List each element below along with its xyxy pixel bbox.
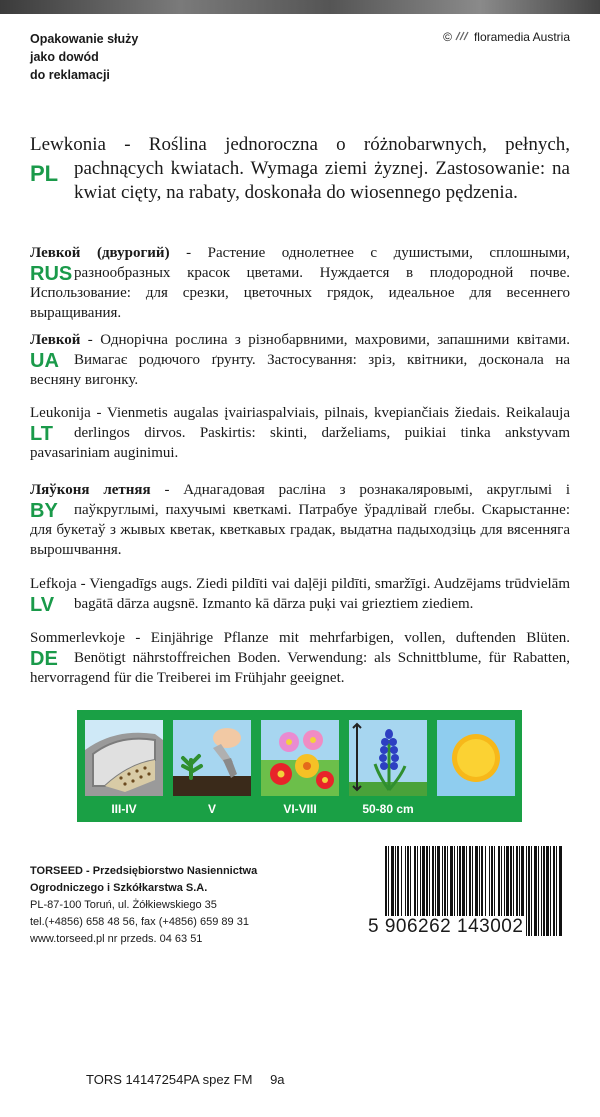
description-body: Sommerlevkoje - Einjährige Pflanze mit mehrfarbigen, vollen, duftenden Blüten. Benötigt nährstoffreichen Boden. Verwendung: als Schnittblume, für Rabatten, hervorragend für die Treiberei im Frühjahr geeignet. <box>30 630 570 686</box>
description-by <box>30 480 570 560</box>
company-phone: tel.(+4856) 658 48 56, fax (+4856) 659 89 31 <box>30 916 249 928</box>
description-heading: Левкой <box>30 332 81 348</box>
description-text <box>30 330 570 390</box>
description-text <box>30 574 570 614</box>
description-de <box>30 628 570 688</box>
barcode-number: 5 906262 143002 <box>365 916 526 938</box>
barcode-bar <box>553 846 555 936</box>
lang-code-lv: LV <box>30 594 55 616</box>
lang-code-pl: PL <box>30 161 59 186</box>
floramedia-logo-icon <box>455 31 471 44</box>
complaint-line: Opakowanie służy <box>30 32 139 46</box>
greenhouse-sowing-icon <box>85 720 163 796</box>
company-address: PL-87-100 Toruń, ul. Żółkiewskiego 35 <box>30 899 217 911</box>
description-body: - Аднагадовая расліна з рознакаляровымі, акруглымі і паўкруглымі, пахучымі кветкамі. Патрабуе ўрадлівай глебы. Скарыстанне: для букетаў з жывых кветак, кветкавых градак, выдатна падыходзіць для вясенняга вырошчвання. <box>30 482 570 558</box>
description-text <box>30 480 570 560</box>
flowering-icon <box>261 720 339 796</box>
print-footer <box>86 1072 299 1087</box>
company-name: TORSEED - Przedsiębiorstwo Nasiennictwa <box>30 865 258 877</box>
barcode-bar <box>538 846 539 936</box>
sowing-period-label: III-IV <box>111 802 137 816</box>
description-body: - Растение однолетнее с душистыми, сплошными, разнообразных красок цветами. Нуждается в плодородной почве. Использование: для срезки, цветочных грядок, идеальное для весеннего выращивания. <box>30 245 571 321</box>
copyright-icon: © <box>443 30 452 44</box>
barcode-bar <box>531 846 532 936</box>
barcode-bar <box>556 846 557 936</box>
barcode-bar <box>528 846 530 936</box>
complaint-line: do reklamacji <box>30 68 110 82</box>
barcode-bar <box>534 846 537 936</box>
company-info <box>30 863 257 948</box>
description-text <box>30 628 570 688</box>
barcode-bar <box>546 846 549 936</box>
plant-height-label: 50-80 cm <box>362 802 414 816</box>
description-lv <box>30 574 570 614</box>
barcode-bar <box>543 846 545 936</box>
description-rus <box>30 243 570 323</box>
barcode-bar <box>541 846 542 936</box>
print-page: 9a <box>270 1072 285 1087</box>
complaint-line: jako dowód <box>30 50 99 64</box>
description-pl <box>30 133 570 205</box>
description-body: Lewkonia - Roślina jednoroczna o różnobarwnych, pełnych, pachnących kwiatach. Wymaga ziemi żyznej. Zastosowanie: na kwiat cięty, na rabaty, doskonała do wiosennego pędzenia. <box>30 134 570 203</box>
print-code: TORS 14147254PA spez FM <box>86 1072 253 1087</box>
description-body: Leukonija - Vienmetis augalas įvairiaspalviais, pilnais, kvepiančiais žiedais. Reikalauja derlingos dirvos. Paskirtis: skinti, darželiams, puikiai tinka ankstyvam pavasariniam auginimui. <box>30 405 570 461</box>
complaint-note <box>30 30 138 84</box>
cultivation-icon-bar <box>77 710 522 822</box>
description-body: Lefkoja - Viengadīgs augs. Ziedi pildīti vai daļēji pildīti, smaržīgi. Audzējams trūdvielām bagātā dārza augsnē. Izmanto kā dārza puķi vai grieztiem ziediem. <box>30 576 570 612</box>
planting-out-icon <box>173 720 251 796</box>
company-website: www.torseed.pl nr przeds. 04 63 51 <box>30 933 203 945</box>
company-name-cont: Ogrodniczego i Szkółkarstwa S.A. <box>30 882 208 894</box>
description-body: - Однорічна рослина з різнобарвними, махровими, запашними квітами. Вимагає родючого ґрунту. Застосування: зріз, квітники, досконала на весняну вигонку. <box>30 332 570 388</box>
lang-code-de: DE <box>30 648 58 670</box>
copyright-notice <box>443 30 570 44</box>
description-text <box>30 243 570 323</box>
description-heading: Ляўконя летняя <box>30 482 151 498</box>
top-photo-strip <box>0 0 600 14</box>
barcode-bar <box>559 846 562 936</box>
sun-icon <box>437 720 515 796</box>
planting-period-label: V <box>207 802 216 816</box>
barcode-bar <box>550 846 551 936</box>
lang-code-by: BY <box>30 500 58 522</box>
lang-code-ua: UA <box>30 350 59 372</box>
plant-height-icon <box>349 720 427 796</box>
description-lt <box>30 403 570 463</box>
copyright-text: floramedia Austria <box>473 30 570 44</box>
description-text <box>30 403 570 463</box>
description-heading: Левкой (двурогий) <box>30 245 170 261</box>
description-text <box>30 133 570 205</box>
lang-code-rus: RUS <box>30 263 73 285</box>
flowering-period-label: VI-VIII <box>283 802 317 816</box>
lang-code-lt: LT <box>30 423 53 445</box>
description-ua <box>30 330 570 390</box>
